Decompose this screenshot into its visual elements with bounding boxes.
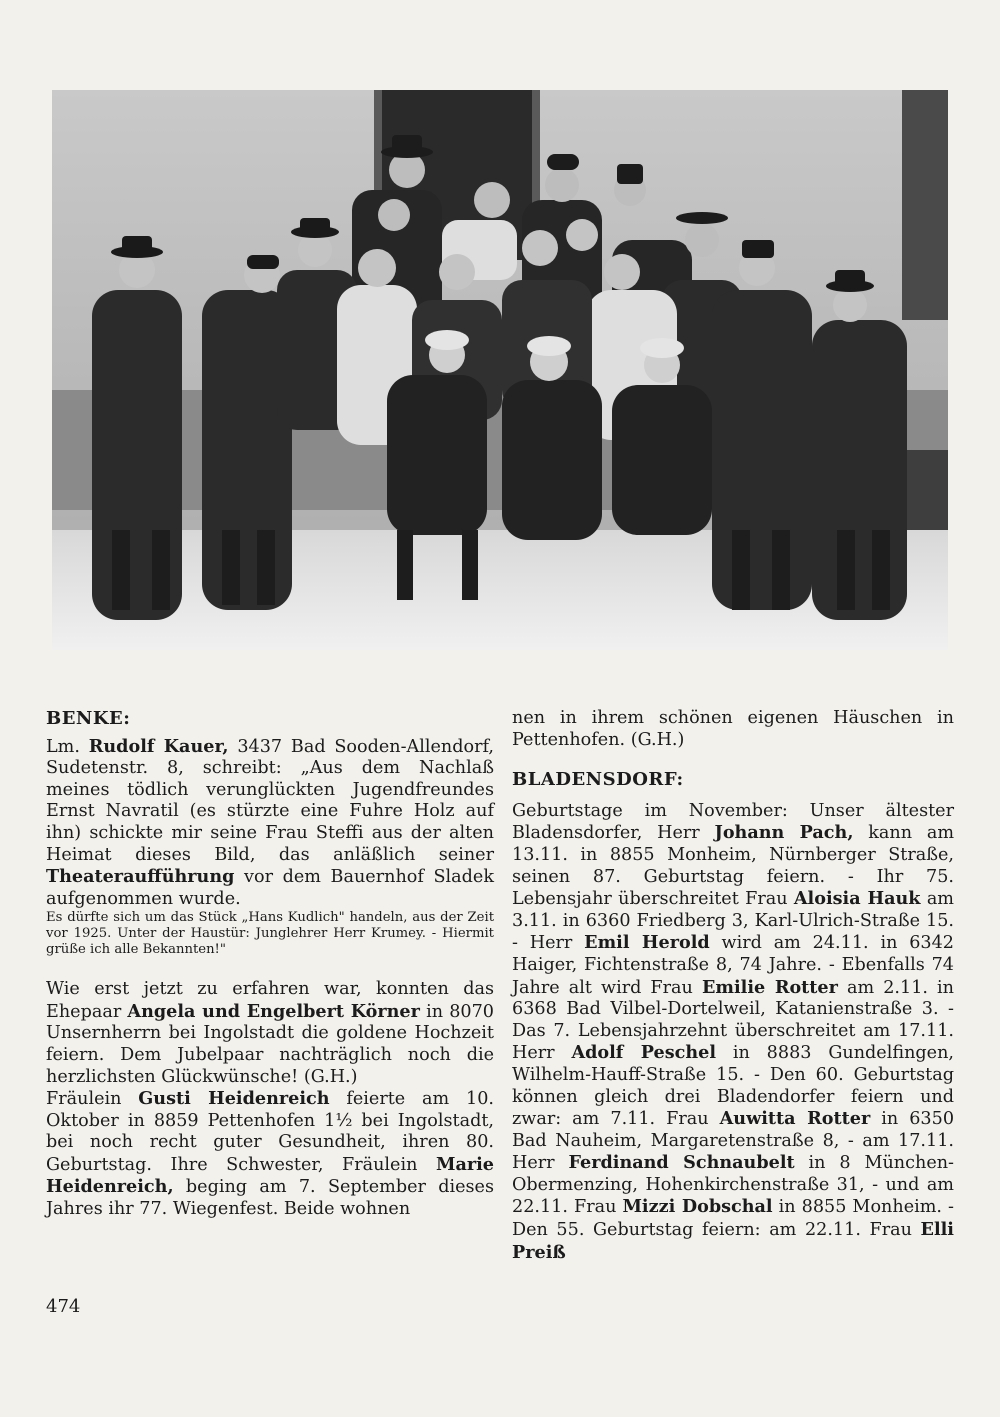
text-run: in 8070 Unsernherrn bei Ingolstadt die goldene Hochzeit feiern. Dem Jubelpaar nachträglich noch die herzlichsten Glückwünsche! (G.H.) [46,1001,494,1087]
paragraph-kauer [46,736,494,911]
person-name: Gusti Heidenreich [138,1088,330,1110]
paragraph-small-note: Es dürfte sich um das Stück „Hans Kudlich" handeln, aus der Zeit vor 1925. Unter der Haustür: Junglehrer Herr Krumey. - Hiermit grüße ich alle Bekannten!" [46,910,494,957]
text-run: wird am 24.11. in 6342 Haiger, Fichtenstraße 8, 74 Jahre. - Ebenfalls 74 Jahre alt wird Frau [512,933,954,998]
text-run: in 8855 Monheim. - Den 55. Geburtstag feiern: am 22.11. Frau [512,1197,954,1241]
left-column [46,708,494,1221]
person-name: Adolf Peschel [571,1042,717,1064]
person-name: Johann Pach, [714,822,854,844]
person-name: Aloisia Hauk [793,888,921,910]
paragraph-continuation: nen in ihrem schönen eigenen Häuschen in Pettenhofen. (G.H.) [512,708,954,750]
text-run: kann am 13.11. in 8855 Monheim, Nürnberger Straße, seinen 87. Geburtstag feiern. - Ihr 75. Lebensjahr überschreitet Frau [512,823,955,910]
text-run: am 2.11. in 6368 Bad Vilbel-Dortelweil, Katanienstraße 3. - Das 7. Lebensjahrzehnt überschreitet am 17.11. Herr [512,977,954,1064]
text-run: Lm. [46,736,89,757]
group-photograph [52,90,948,650]
text-run: beging am 7. September dieses Jahres ihr 77. Wiegenfest. Beide wohnen [46,1177,494,1220]
paragraph-heidenreich [46,1088,494,1221]
group-photograph-image [52,90,948,650]
person-name: Emil Herold [584,932,710,954]
paragraph-birthdays [512,801,954,1264]
bold-term: Theateraufführung [46,866,235,888]
right-column [512,708,954,1264]
text-run: in 8883 Gundelfingen, Wilhelm-Hauff-Straße 15. - Den 60. Geburtstag können gleich drei Bladendorfer feiern und zwar: am 7.11. Frau [512,1043,954,1130]
section-heading-bladensdorf: BLADENSDORF: [512,769,684,791]
paragraph-koerner [46,979,494,1088]
text-run: Wie erst jetzt zu erfahren war, konnten das Ehepaar [46,979,494,1022]
text-run: in 8 München-Obermenzing, Hohenkirchenstraße 31, - und am 22.11. Frau [512,1153,955,1218]
text-run: vor dem Bauernhof Sladek aufgenommen wurde. [46,867,494,909]
page-number: 474 [46,1296,81,1317]
section-heading-benke: BENKE: [46,708,131,729]
person-name: Rudolf Kauer, [88,735,229,757]
text-run: in 6350 Bad Nauheim, Margaretenstraße 8, - am 17.11. Herr [512,1109,955,1174]
text-run: feierte am 10. Oktober in 8859 Pettenhofen 1½ bei Ingolstadt, bei noch recht guter Gesundheit, ihren 80. Geburtstag. Ihre Schwester, Fräulein [46,1089,494,1175]
text-run: am 3.11. in 6360 Friedberg 3, Karl-Ulrich-Straße 15. - Herr [512,889,954,954]
person-name: Mizzi Dobschal [622,1196,773,1218]
text-run: Geburtstage im November: Unser ältester Bladensdorfer, Herr [512,800,954,844]
person-name: Auwitta Rotter [719,1108,871,1130]
person-name: Angela und Engelbert Körner [127,1000,420,1022]
person-name: Marie Heidenreich, [46,1153,494,1198]
person-name: Emilie Rotter [701,976,838,998]
person-name: Ferdinand Schnaubelt [568,1152,795,1174]
text-run: Fräulein [46,1089,139,1110]
text-run: 3437 Bad Sooden-Allendorf, Sudetenstr. 8, schreibt: „Aus dem Nachlaß meines tödlich verunglückten Jugendfreundes Ernst Navratil (es stürzte eine Fuhre Holz auf ihn) schickte mir seine Frau Steffi aus der alten Heimat dieses Bild, das anläßlich seiner [46,736,494,865]
person-name: Elli Preiß [512,1219,954,1263]
